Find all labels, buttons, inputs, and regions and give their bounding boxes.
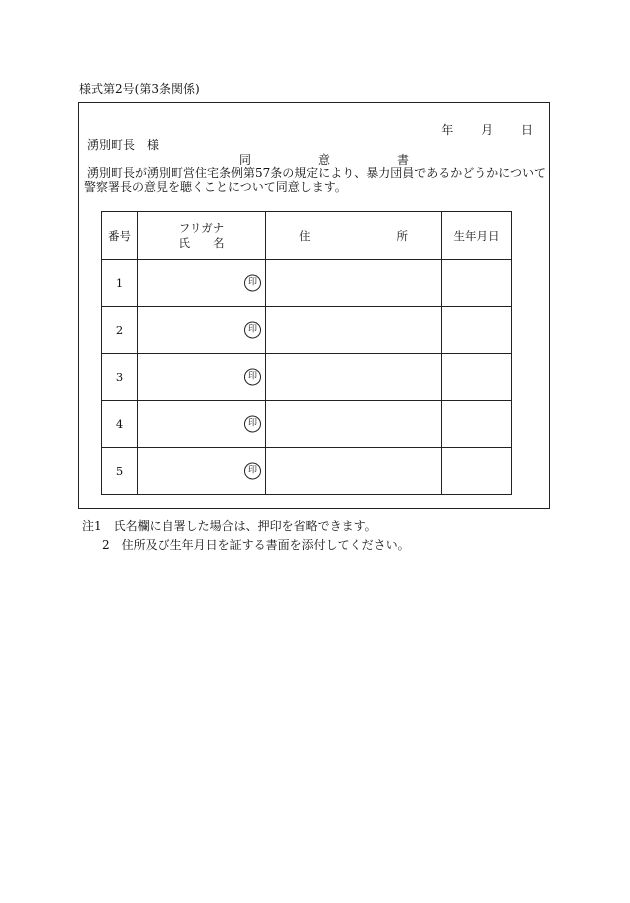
row-number: 3 xyxy=(102,354,138,401)
seal-mark-icon: 印 xyxy=(244,416,261,433)
row-number: 4 xyxy=(102,401,138,448)
address-cell[interactable] xyxy=(266,354,442,401)
table-row xyxy=(102,260,512,307)
form-label: 様式第2号(第3条関係) xyxy=(79,82,200,96)
table-row xyxy=(102,354,512,401)
addressee: 湧別町長 様 xyxy=(87,138,160,152)
table-row xyxy=(102,401,512,448)
month-label: 月 xyxy=(481,123,494,137)
title-char: 同 xyxy=(239,153,252,167)
note-1: 注1 氏名欄に自署した場合は、押印を省略できます。 xyxy=(82,519,377,533)
consent-statement xyxy=(84,166,554,194)
address-cell[interactable] xyxy=(266,448,442,495)
title-char: 意 xyxy=(317,153,330,167)
statement-line-1: 湧別町長が湧別町営住宅条例第57条の規定により、暴力団員であるかどうかについて xyxy=(87,166,547,180)
consent-form-frame xyxy=(78,102,550,509)
header-address xyxy=(266,212,442,260)
header-number: 番号 xyxy=(102,212,138,260)
notes xyxy=(82,517,410,555)
day-label: 日 xyxy=(520,123,533,137)
header-name-label: 氏 名 xyxy=(178,235,225,250)
dob-cell[interactable] xyxy=(442,260,512,307)
name-cell[interactable] xyxy=(138,448,266,495)
table-row xyxy=(102,307,512,354)
statement-line-2: 警察署長の意見を聴くことについて同意します。 xyxy=(84,180,347,194)
dob-cell[interactable] xyxy=(442,354,512,401)
year-label: 年 xyxy=(441,123,454,137)
title-char: 書 xyxy=(396,153,409,167)
note-2: 2 住所及び生年月日を証する書面を添付してください。 xyxy=(102,538,410,552)
name-cell[interactable] xyxy=(138,260,266,307)
header-name xyxy=(138,212,266,260)
address-cell[interactable] xyxy=(266,401,442,448)
row-number: 2 xyxy=(102,307,138,354)
header-address-a: 住 xyxy=(299,228,311,243)
dob-cell[interactable] xyxy=(442,401,512,448)
row-number: 5 xyxy=(102,448,138,495)
table-row xyxy=(102,448,512,495)
seal-mark-icon: 印 xyxy=(244,369,261,386)
dob-cell[interactable] xyxy=(442,448,512,495)
name-cell[interactable] xyxy=(138,354,266,401)
header-dob: 生年月日 xyxy=(442,212,512,260)
address-cell[interactable] xyxy=(266,260,442,307)
signatory-table xyxy=(101,211,512,495)
name-cell[interactable] xyxy=(138,307,266,354)
name-cell[interactable] xyxy=(138,401,266,448)
header-address-b: 所 xyxy=(396,228,408,243)
address-cell[interactable] xyxy=(266,307,442,354)
seal-mark-icon: 印 xyxy=(244,322,261,339)
seal-mark-icon: 印 xyxy=(244,463,261,480)
row-number: 1 xyxy=(102,260,138,307)
table-header-row xyxy=(102,212,512,260)
header-furigana: フリガナ xyxy=(178,220,225,235)
date-line xyxy=(417,121,533,138)
seal-mark-icon: 印 xyxy=(244,275,261,292)
dob-cell[interactable] xyxy=(442,307,512,354)
